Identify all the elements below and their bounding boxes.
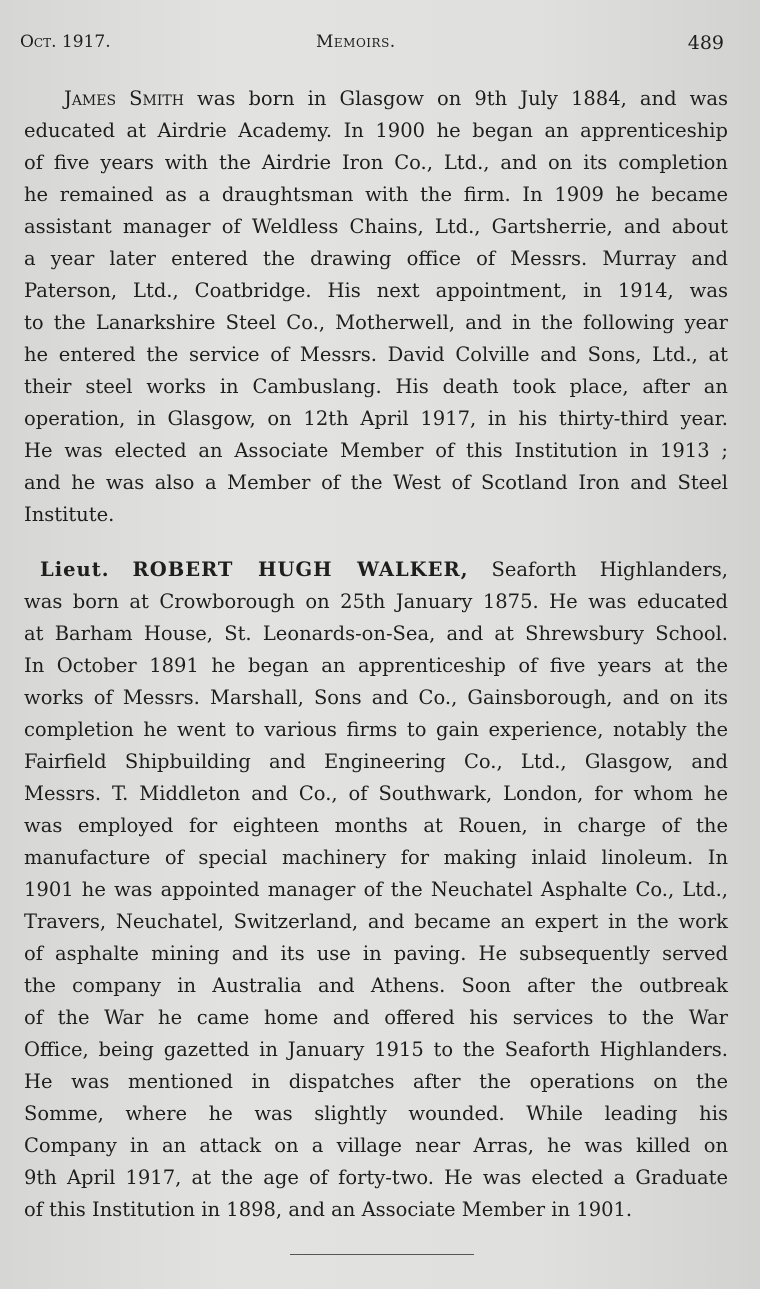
text-line: Travers, Neuchatel, Switzerland, and became an expert in the work bbox=[24, 910, 728, 933]
memoir-name: James Smith bbox=[64, 87, 184, 110]
text-line: Paterson, Ltd., Coatbridge. His next appointment, in 1914, was bbox=[24, 279, 728, 302]
text-line: completion he went to various firms to gain experience, notably the bbox=[24, 718, 728, 741]
text-line: the company in Australia and Athens. Soon after the outbreak bbox=[24, 974, 728, 997]
text-line: was born at Crowborough on 25th January 1875. He was educated bbox=[24, 590, 728, 613]
text-line: of the War he came home and offered his services to the War bbox=[24, 1006, 728, 1029]
text-line: a year later entered the drawing office of Messrs. Murray and bbox=[24, 247, 728, 270]
memoir-regiment: Seaforth Highlanders, bbox=[491, 558, 728, 581]
text-span: was born in Glasgow on 9th July 1884, and was bbox=[183, 87, 728, 110]
text-line: their steel works in Cambuslang. His death took place, after an bbox=[24, 375, 728, 398]
memoir-name: ROBERT HUGH WALKER, bbox=[132, 558, 469, 581]
text-line: Company in an attack on a village near Arras, he was killed on bbox=[24, 1134, 728, 1157]
text-line: of asphalte mining and its use in paving. He subsequently served bbox=[24, 942, 728, 965]
text-line: and he was also a Member of the West of Scotland Iron and Steel bbox=[24, 471, 728, 494]
text-line: Messrs. T. Middleton and Co., of Southwark, London, for whom he bbox=[24, 782, 728, 805]
text-line: he remained as a draughtsman with the firm. In 1909 he became bbox=[24, 183, 728, 206]
text-line: was employed for eighteen months at Rouen, in charge of the bbox=[24, 814, 728, 837]
memoir-robert-hugh-walker bbox=[24, 554, 728, 1226]
text-line: works of Messrs. Marshall, Sons and Co., Gainsborough, and on its bbox=[24, 686, 728, 709]
text-line: educated at Airdrie Academy. In 1900 he began an apprenticeship bbox=[24, 119, 728, 142]
text-line: 9th April 1917, at the age of forty-two. He was elected a Graduate bbox=[24, 1166, 728, 1189]
text-line: Office, being gazetted in January 1915 to the Seaforth Highlanders. bbox=[24, 1038, 728, 1061]
text-line: manufacture of special machinery for making inlaid linoleum. In bbox=[24, 846, 728, 869]
text-line: of this Institution in 1898, and an Associate Member in 1901. bbox=[24, 1198, 633, 1221]
text-line: 1901 he was appointed manager of the Neuchatel Asphalte Co., Ltd., bbox=[24, 878, 728, 901]
text-line: He was mentioned in dispatches after the operations on the bbox=[24, 1070, 728, 1093]
text-line: to the Lanarkshire Steel Co., Motherwell, and in the following year bbox=[24, 311, 728, 334]
header-date: Oct. 1917. bbox=[20, 32, 111, 52]
header-title: Memoirs. bbox=[316, 32, 396, 52]
closing-rule bbox=[290, 1254, 474, 1255]
page-number: 489 bbox=[687, 32, 724, 54]
text-line: he entered the service of Messrs. David Colville and Sons, Ltd., at bbox=[24, 343, 728, 366]
text-line: at Barham House, St. Leonards-on-Sea, and at Shrewsbury School. bbox=[24, 622, 728, 645]
text-line: He was elected an Associate Member of this Institution in 1913 ; bbox=[24, 439, 728, 462]
text-line: assistant manager of Weldless Chains, Ltd., Gartsherrie, and about bbox=[24, 215, 728, 238]
text-line bbox=[24, 83, 728, 115]
text-line: In October 1891 he began an apprenticeship of five years at the bbox=[24, 654, 728, 677]
memoir-james-smith bbox=[24, 83, 728, 531]
text-line: Somme, where he was slightly wounded. While leading his bbox=[24, 1102, 728, 1125]
text-line: operation, in Glasgow, on 12th April 1917, in his thirty-third year. bbox=[24, 407, 728, 430]
text-line: Fairfield Shipbuilding and Engineering Co., Ltd., Glasgow, and bbox=[24, 750, 728, 773]
text-line bbox=[24, 554, 728, 586]
text-line: of five years with the Airdrie Iron Co., Ltd., and on its completion bbox=[24, 151, 728, 174]
text-line: Institute. bbox=[24, 503, 115, 526]
memoir-rank: Lieut. bbox=[40, 558, 110, 581]
